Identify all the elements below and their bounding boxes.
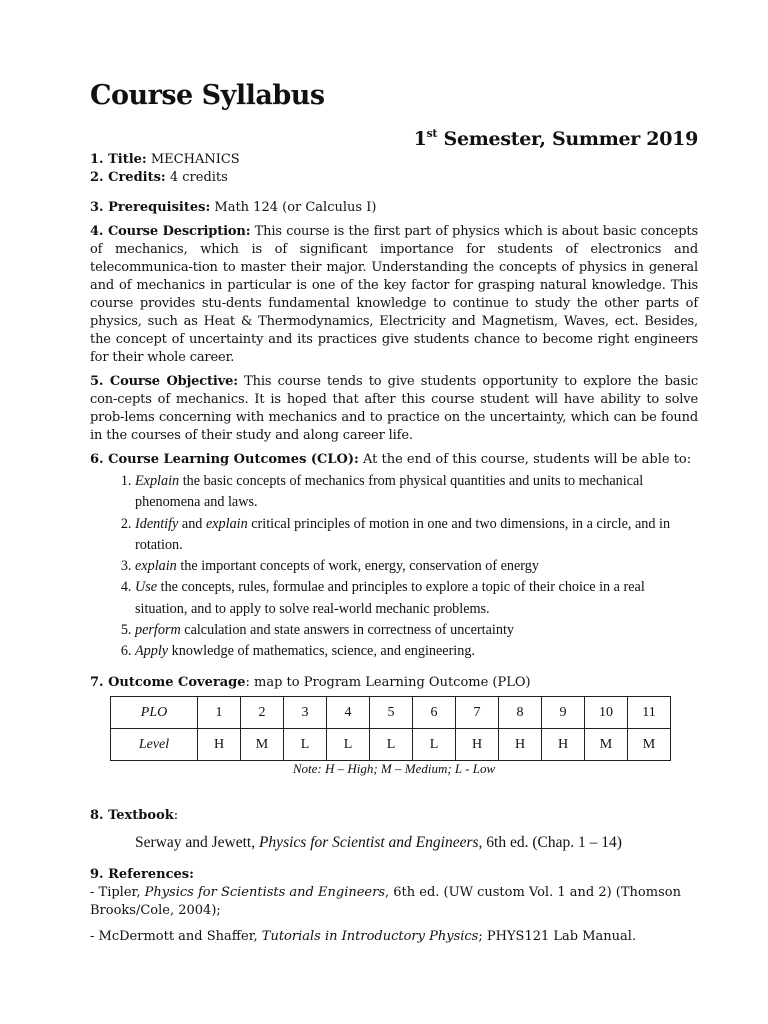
plo-cell: 7 — [456, 697, 499, 729]
textbook-edition: , 6th ed. (Chap. 1 – 14) — [478, 834, 622, 851]
reference-details: , 6th ed. (UW custom Vol. 1 and 2) (Thomson Brooks/Cole, 2004); — [90, 885, 681, 918]
reference-author: - McDermott and Shaffer, — [90, 929, 262, 944]
clo-verb: perform — [135, 622, 181, 639]
course-title-label: 1. Title: — [90, 152, 147, 167]
plo-row-header: PLO — [111, 697, 198, 729]
plo-cell: 6 — [413, 697, 456, 729]
course-title-value: MECHANICS — [146, 152, 240, 167]
plo-cell: 10 — [585, 697, 628, 729]
clo-verb: Use — [135, 579, 158, 596]
outcome-coverage-text: : map to Program Learning Outcome (PLO) — [245, 675, 531, 690]
list-item — [90, 884, 698, 920]
prerequisites-label: 3. Prerequisites: — [90, 200, 211, 215]
plo-table — [110, 696, 671, 761]
list-item — [135, 577, 698, 620]
level-cell: H — [499, 729, 542, 761]
clo-text: critical principles of motion in one and two dimensions, in a circle, and in rotation. — [135, 515, 671, 553]
reference-title: Physics for Scientists and Engineers — [144, 885, 385, 900]
table-row — [111, 697, 671, 729]
textbook-authors: Serway and Jewett, — [135, 834, 259, 851]
list-item — [135, 620, 698, 641]
level-cell: L — [327, 729, 370, 761]
level-cell: M — [628, 729, 671, 761]
clo-verb: explain — [135, 558, 177, 575]
course-objective — [90, 373, 698, 445]
list-item — [135, 471, 698, 514]
course-description — [90, 223, 698, 367]
level-cell: H — [542, 729, 585, 761]
course-title-line — [90, 151, 698, 169]
plo-cell: 3 — [284, 697, 327, 729]
reference-details: ; PHYS121 Lab Manual. — [478, 929, 637, 944]
level-row-header: Level — [111, 729, 198, 761]
clo-text: the concepts, rules, formulae and principles to explore a topic of their choice in a real situation, and to apply to solve real-world mechanic problems. — [135, 579, 645, 617]
level-cell: M — [241, 729, 284, 761]
clo-list — [90, 471, 698, 663]
syllabus-body — [90, 151, 698, 663]
level-cell: L — [413, 729, 456, 761]
semester-heading — [414, 127, 698, 150]
list-item — [90, 928, 698, 946]
textbook-entry — [135, 834, 622, 852]
clo-text: the basic concepts of mechanics from physical quantities and units to mechanical phenomena and laws. — [135, 473, 644, 511]
clo-verb: Explain — [135, 473, 180, 489]
plo-cell: 9 — [542, 697, 585, 729]
credits-line — [90, 169, 698, 187]
semester-text: Semester, Summer 2019 — [437, 128, 698, 150]
clo-verb: explain — [205, 515, 248, 532]
plo-cell: 4 — [327, 697, 370, 729]
clo-verb: Apply — [135, 643, 169, 660]
list-item — [135, 556, 698, 577]
clo-text: and — [178, 515, 206, 532]
level-cell: L — [370, 729, 413, 761]
clo-label: 6. Course Learning Outcomes (CLO): — [90, 452, 359, 467]
textbook-title: Physics for Scientist and Engineers — [258, 834, 479, 851]
clo-text: knowledge of mathematics, science, and engineering. — [168, 643, 475, 660]
textbook-label: 8. Textbook — [90, 808, 174, 823]
textbook-heading — [90, 808, 178, 823]
table-note: Note: H – High; M – Medium; L - Low — [292, 761, 496, 776]
semester-ordinal-suffix: st — [426, 127, 438, 140]
outcome-coverage-heading — [90, 675, 531, 690]
course-description-text: This course is the first part of physics which is about basic concepts of mechanics, which is of significant importance for students of electronics and telecommunica-tion to master their major. Understanding the concepts of physics in general and of mechanics in particular is one of the key factor for grasping natural knowledge. This course provides stu-dents fundamental knowledge to continue to study the other parts of physics, such as Heat & Thermodynamics, Electricity and Magnetism, Waves, ect. Besides, the concept of uncertainty and its practices give students chance to become right engineers for their whole career. — [90, 224, 698, 365]
course-description-label: 4. Course Description: — [90, 224, 251, 239]
level-cell: H — [456, 729, 499, 761]
clo-text: calculation and state answers in correctness of uncertainty — [180, 622, 514, 639]
plo-cell: 2 — [241, 697, 284, 729]
course-objective-text: This course tends to give students opportunity to explore the basic con-cepts of mechanics. It is hoped that after this course student will have ability to solve prob-lems concerning with mechanics and to practice on the uncertainty, which can be found in the courses of their study and along career life. — [90, 374, 698, 443]
reference-author: - Tipler, — [90, 885, 145, 900]
outcome-coverage-label: 7. Outcome Coverage — [90, 675, 246, 690]
plo-cell: 1 — [198, 697, 241, 729]
clo-text: the important concepts of work, energy, conservation of energy — [176, 558, 539, 575]
plo-cell: 8 — [499, 697, 542, 729]
credits-label: 2. Credits: — [90, 170, 166, 185]
course-objective-label: 5. Course Objective: — [90, 374, 238, 389]
references-section — [90, 866, 698, 946]
list-item — [135, 514, 698, 557]
page-title: Course Syllabus — [90, 80, 325, 111]
clo-heading — [90, 451, 698, 469]
textbook-colon: : — [173, 808, 179, 823]
level-cell: M — [585, 729, 628, 761]
plo-cell: 11 — [628, 697, 671, 729]
level-cell: L — [284, 729, 327, 761]
credits-value: 4 credits — [165, 170, 228, 185]
list-item — [135, 641, 698, 662]
semester-ordinal: 1 — [413, 128, 427, 150]
prerequisites-value: Math 124 (or Calculus I) — [210, 200, 377, 215]
table-row — [111, 729, 671, 761]
plo-cell: 5 — [370, 697, 413, 729]
reference-title: Tutorials in Introductory Physics — [261, 929, 479, 944]
prerequisites-line — [90, 199, 698, 217]
clo-verb: Identify — [135, 515, 179, 532]
references-label: 9. References: — [90, 867, 194, 882]
clo-intro: At the end of this course, students will be able to: — [358, 452, 692, 467]
level-cell: H — [198, 729, 241, 761]
